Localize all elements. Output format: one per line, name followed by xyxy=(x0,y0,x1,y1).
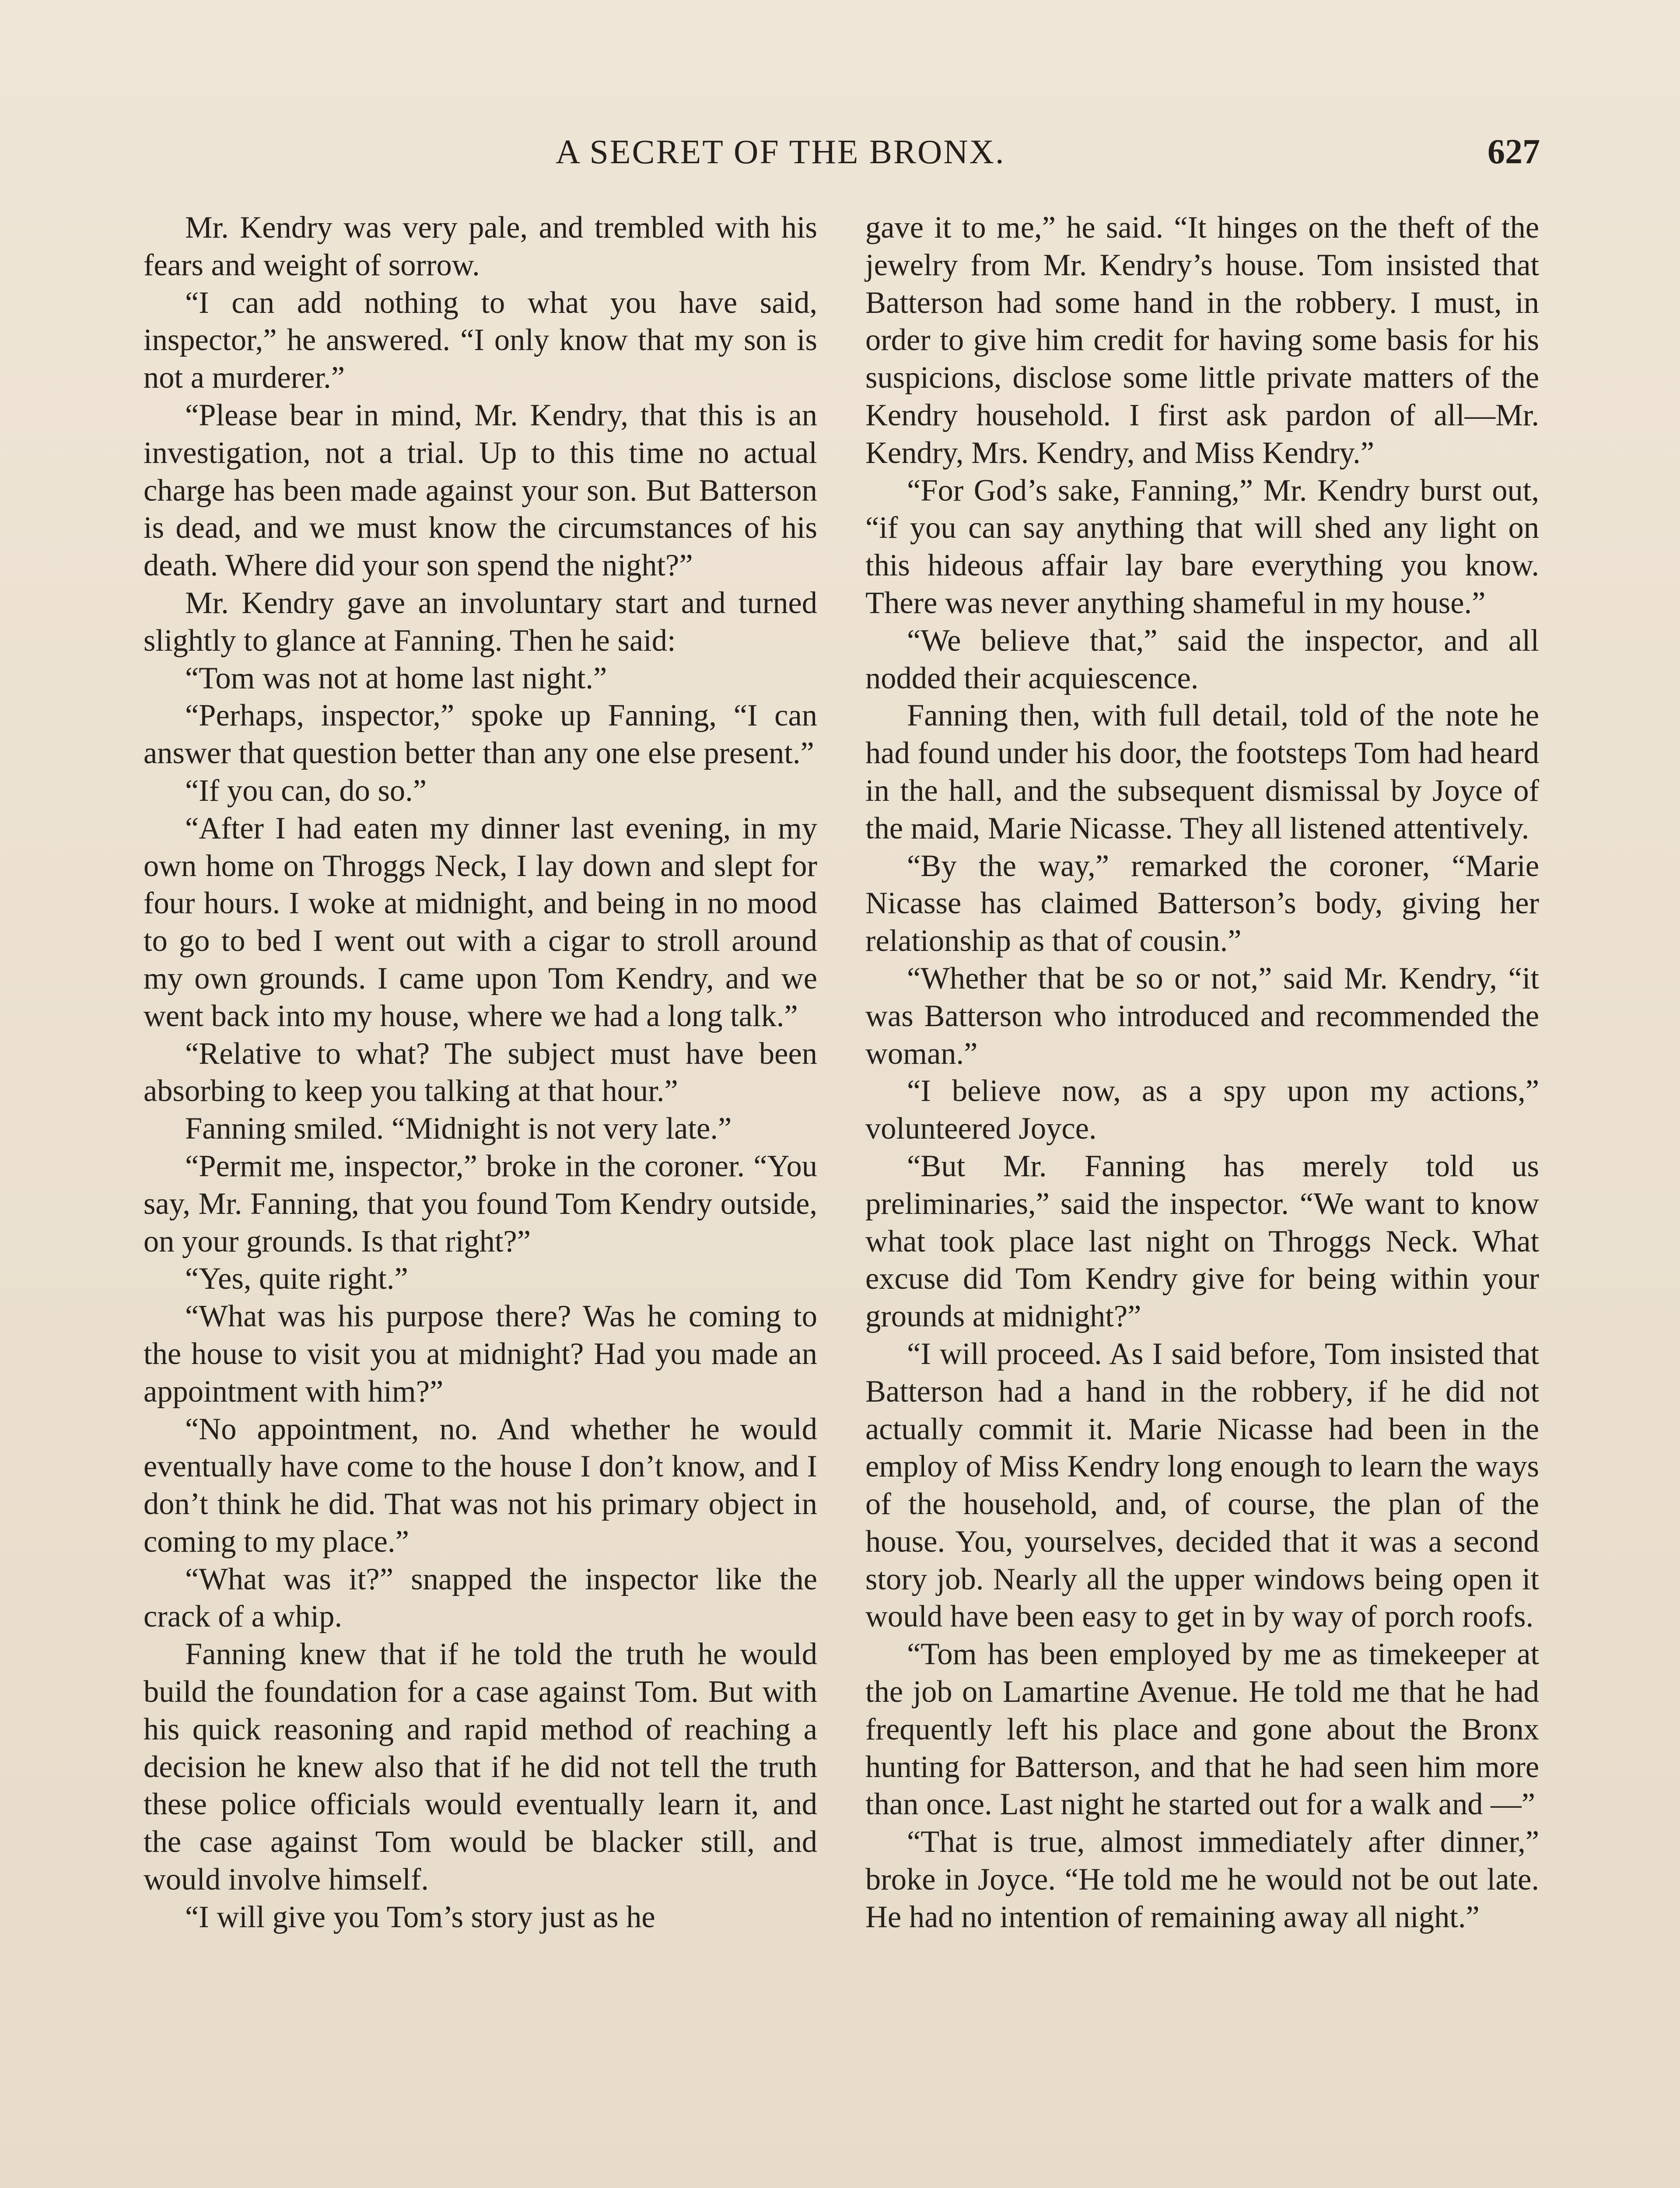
paragraph: Mr. Kendry was very pale, and trembled with his fears and weight of sorrow. xyxy=(144,210,817,282)
paragraph: “If you can, do so.” xyxy=(185,773,427,808)
paragraph: “That is true, almost immediately after dinner,” broke in Joyce. “He told me he would not be out late. He had no intention of remaining away all night.” xyxy=(865,1825,1539,1934)
paragraph: “By the way,” remarked the coroner, “Marie Nicasse has claimed Batterson’s body, giving her relationship as that of cousin.” xyxy=(865,849,1539,958)
paragraph: “Yes, quite right.” xyxy=(185,1262,408,1296)
paragraph: “No appointment, no. And whether he would eventually have come to the house I don’t know, and I don’t think he did. That was not his primary object in coming to my place.” xyxy=(144,1412,817,1559)
paragraph: “Tom has been employed by me as timekeeper at the job on Lamartine Avenue. He told me that he had frequently left his place and gone about the Bronx hunting for Batterson, and that he had seen him more than once. Last night he started out for a walk and —” xyxy=(865,1637,1539,1822)
paragraph: “Permit me, inspector,” broke in the coroner. “You say, Mr. Fanning, that you found Tom Kendry outside, on your grounds. Is that right?” xyxy=(144,1149,817,1259)
paragraph: “Relative to what? The subject must have been absorbing to keep you talking at that hour.” xyxy=(144,1036,817,1108)
paragraph: “I believe now, as a spy upon my actions,” volunteered Joyce. xyxy=(865,1074,1539,1146)
paragraph: “After I had eaten my dinner last evening, in my own home on Throggs Neck, I lay down and slept for four hours. I woke at midnight, and being in no mood to go to bed I went out with a cigar to stroll around my own grounds. I came upon Tom Kendry, and we went back into my house, where we had a long talk.” xyxy=(144,811,817,1033)
paragraph: “For God’s sake, Fanning,” Mr. Kendry burst out, “if you can say anything that will shed any light on this hideous affair lay bare everything you know. There was never anything shameful in my house.” xyxy=(865,473,1539,620)
paragraph: “I will give you Tom’s story just as he xyxy=(185,1900,655,1934)
paragraph: “We believe that,” said the inspector, and all nodded their acquiescence. xyxy=(865,623,1539,695)
paragraph: gave it to me,” he said. “It hinges on the theft of the jewelry from Mr. Kendry’s house. Tom insisted that Batterson had some hand in the robbery. I must, in order to give him credit for having some basis for his suspicions, disclose some little private matters of the Kendry household. I first ask pardon of all—Mr. Kendry, Mrs. Kendry, and Miss Kendry.” xyxy=(865,210,1539,470)
paragraph: Fanning then, with full detail, told of the note he had found under his door, the footsteps Tom had heard in the hall, and the subsequent dismissal by Joyce of the maid, Marie Nicasse. They all listened attentively. xyxy=(865,698,1539,845)
paragraph: “What was his purpose there? Was he coming to the house to visit you at midnight? Had you made an appointment with him?” xyxy=(144,1299,817,1409)
right-column xyxy=(865,209,1539,2188)
paragraph: “Please bear in mind, Mr. Kendry, that this is an investigation, not a trial. Up to this time no actual charge has been made against your son. But Batterson is dead, and we must know the circumstances of his death. Where did your son spend the night?” xyxy=(144,398,817,583)
page-header xyxy=(142,128,1540,176)
paragraph: “I will proceed. As I said before, Tom insisted that Batterson had a hand in the robbery, if he did not actually commit it. Marie Nicasse had been in the employ of Miss Kendry long enough to learn the ways of the household, and, of course, the plan of the house. You, yourselves, decided that it was a second story job. Nearly all the upper windows being open it would have been easy to get in by way of porch roofs. xyxy=(865,1336,1539,1634)
paragraph: Fanning smiled. “Midnight is not very late.” xyxy=(185,1112,732,1146)
paragraph: “But Mr. Fanning has merely told us preliminaries,” said the inspector. “We want to know what took place last night on Throggs Neck. What excuse did Tom Kendry give for being within your grounds at midnight?” xyxy=(865,1149,1539,1334)
paragraph: “Whether that be so or not,” said Mr. Kendry, “it was Batterson who introduced and recommended the woman.” xyxy=(865,961,1539,1071)
paragraph: Fanning knew that if he told the truth he would build the foundation for a case against Tom. But with his quick reasoning and rapid method of reaching a decision he knew also that if he did not tell the truth these police officials would eventually learn it, and the case against Tom would be blacker still, and would involve himself. xyxy=(144,1637,817,1897)
paragraph: Mr. Kendry gave an involuntary start and turned slightly to glance at Fanning. Then he said: xyxy=(144,586,817,658)
paragraph: “What was it?” snapped the inspector like the crack of a whip. xyxy=(144,1562,817,1634)
page-number: 627 xyxy=(1488,133,1540,171)
paragraph: “Tom was not at home last night.” xyxy=(185,661,607,695)
running-title: A SECRET OF THE BRONX. xyxy=(556,133,1005,171)
left-column xyxy=(144,209,817,2188)
text-columns xyxy=(144,209,1539,2188)
paragraph: “Perhaps, inspector,” spoke up Fanning, “I can answer that question better than any one else present.” xyxy=(144,698,817,771)
paragraph: “I can add nothing to what you have said, inspector,” he answered. “I only know that my son is not a murderer.” xyxy=(144,285,817,395)
